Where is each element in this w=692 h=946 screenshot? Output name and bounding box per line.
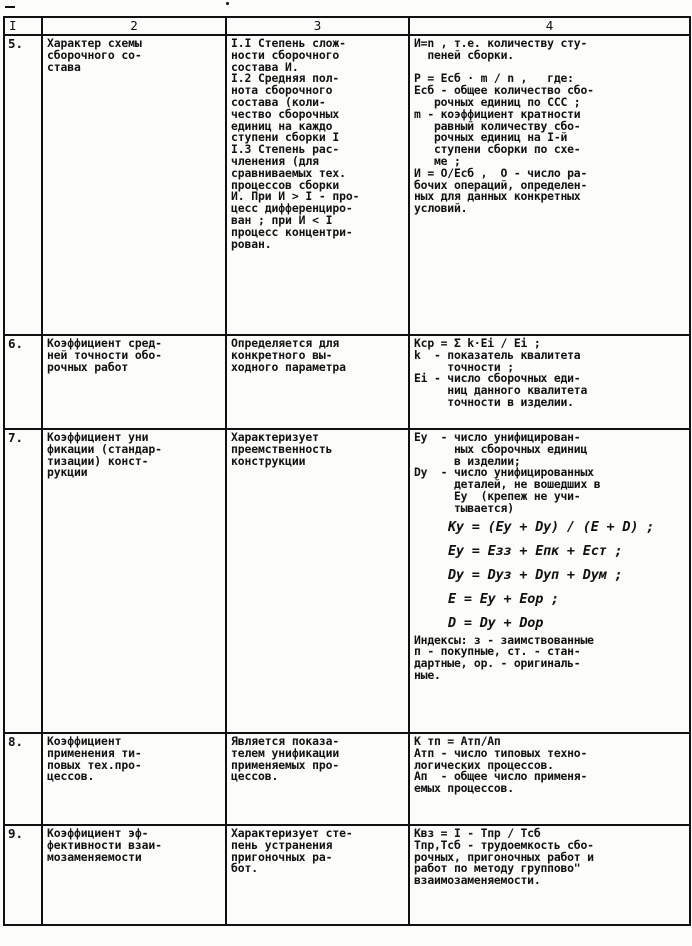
row-number: 6. <box>4 335 42 429</box>
parameter-name: Коэффициент уни фикации (стандар- тизации) конст- рукции <box>42 429 226 733</box>
top-mark <box>226 2 229 5</box>
parameter-name: Характер схемы сборочного со- става <box>42 35 226 335</box>
parameter-formula: Ey - число унифицирован- ных сборочных единиц в изделии; Dy - число унифицированных деталей, не вошедших в Ey (крепеж не учи- тывается) <box>414 430 601 515</box>
parameter-description: Характеризует сте- пень устранения пригоночных ра- бот. <box>226 825 409 925</box>
parameter-formula: Kср = Σ k·Ei / Ei ; k - показатель квалитета точности ; Ei - число сборочных еди- ниц данного квалитета точности в изделии. <box>409 335 690 429</box>
header-col-3: 3 <box>226 17 409 35</box>
row-number: 7. <box>4 429 42 733</box>
table-row <box>4 733 690 825</box>
parameter-name: Коэффициент сред- ней точности обо- рочных работ <box>42 335 226 429</box>
parameter-description: I.I Степень слож- ности сборочного состава И. I.2 Средняя пол- нота сборочного состава (коли- чество сборочных единиц на каждо ступени сборки I I.3 Степень рас- членения (для сравниваемых тех. процессов сборки И. При И > I - про- цесс дифференциро- ван ; при И < I процесс концентри- рован. <box>226 35 409 335</box>
header-row <box>4 17 690 35</box>
parameter-name: Коэффициент эф- фективности взаи- мозаменяемости <box>42 825 226 925</box>
parameter-formula: К тп = Атп/Ап Атп - число типовых техно- логических процессов. Ап - общее число применя- емых процессов. <box>409 733 690 825</box>
formula-line: E = Ey + Eор ; <box>448 590 559 607</box>
parameter-formula-block <box>409 429 690 733</box>
formula-line: D = Dy + Dор <box>448 614 544 631</box>
parameter-description: Характеризует преемственность конструкции <box>226 429 409 733</box>
table-row <box>4 335 690 429</box>
row-number: 9. <box>4 825 42 925</box>
table-row <box>4 429 690 733</box>
parameter-description: Является показа- телем унификации применяемых про- цессов. <box>226 733 409 825</box>
row-number: 5. <box>4 35 42 335</box>
formula-index-note: Индексы: з - заимствованные п - покупные, ст. - стан- дартные, ор. - оригиналь- ные. <box>414 632 594 682</box>
parameter-formula: И=n , т.е. количеству сту- пеней сборки. P = Eсб · m / n , где: Eсб - общее количество сбо- рочных единиц по ССС ; m - коэффициент кратности равный количеству сбо- рочных единиц на I-й ступени сборки по схе- ме ; И = O/Eсб , O - число ра- бочих операций, определен- ных для данных конкретных условий. <box>409 35 690 335</box>
header-col-1: I <box>4 17 42 35</box>
table-row <box>4 35 690 335</box>
top-mark <box>5 6 15 8</box>
parameter-formula: Kвз = I - Tпр / Tсб Tпр,Tсб - трудоемкость сбо- рочных, пригоночных работ и работ по методу группово" взаимозаменяемости. <box>409 825 690 925</box>
formula-line: Dy = Dyз + Dуп + Dум ; <box>448 566 623 583</box>
parameter-name: Коэффициент применения ти- повых тех.про- цессов. <box>42 733 226 825</box>
table-row <box>4 825 690 925</box>
specification-table <box>3 16 691 926</box>
formula-line: Ky = (Ey + Dy) / (E + D) ; <box>448 518 655 535</box>
header-col-2: 2 <box>42 17 226 35</box>
parameter-description: Определяется для конкретного вы- ходного параметра <box>226 335 409 429</box>
header-col-4: 4 <box>409 17 690 35</box>
row-number: 8. <box>4 733 42 825</box>
formula-line: Ey = Eзз + Eпк + Eст ; <box>448 542 623 559</box>
